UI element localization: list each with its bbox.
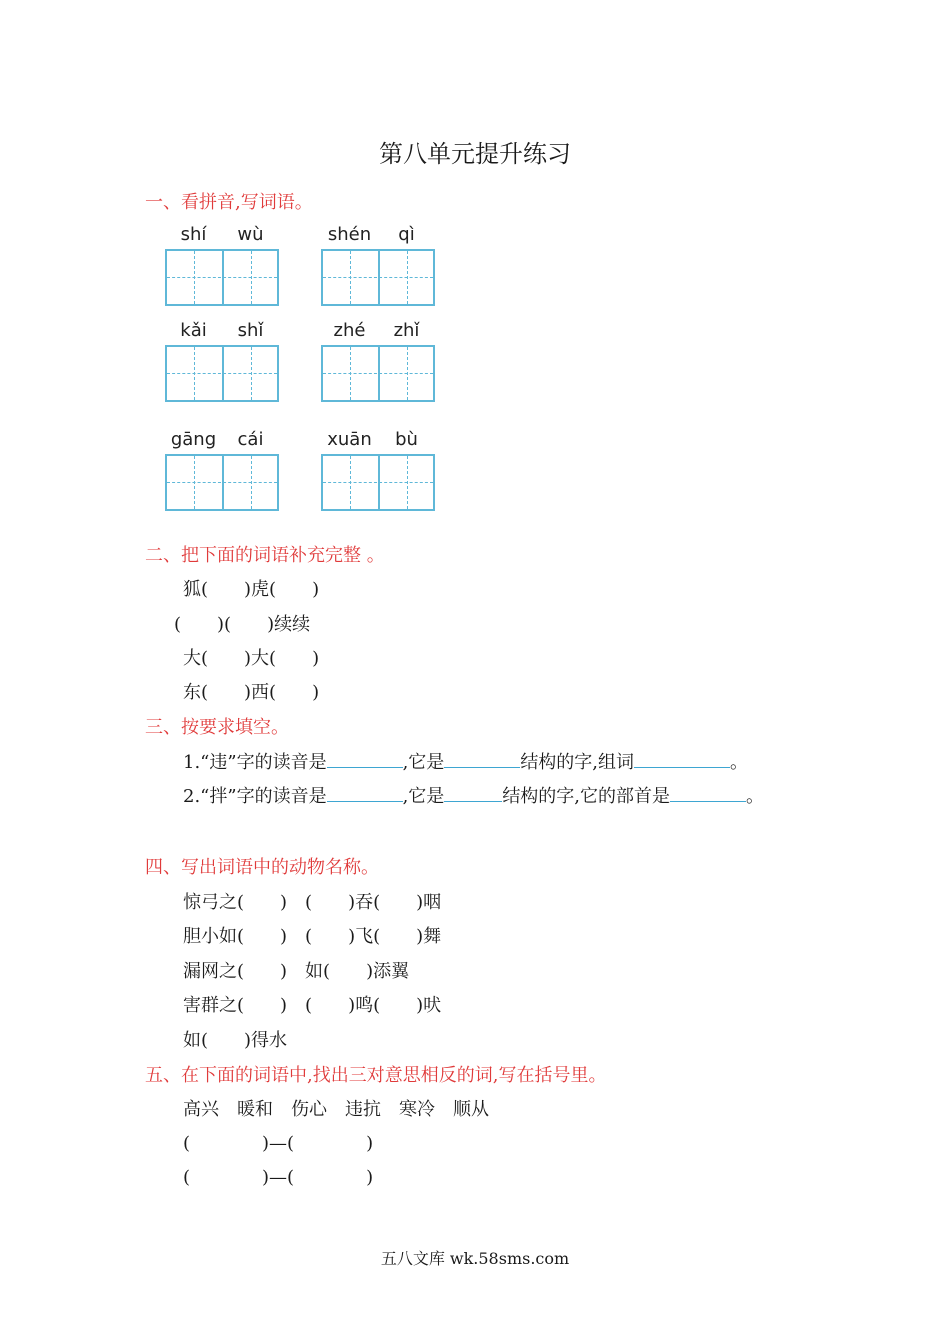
fill-item: 狐( )虎( ) <box>183 579 320 600</box>
pinyin-label: wù <box>237 224 264 245</box>
fill-item: 如( )得水 <box>183 1030 288 1051</box>
fill-item: 害群之( ) ( )鸣( )吠 <box>183 995 442 1016</box>
writing-grid[interactable] <box>321 454 435 511</box>
writing-grid[interactable] <box>165 249 279 306</box>
question-text: ,它是 <box>402 752 445 773</box>
pinyin-label: bù <box>395 429 418 450</box>
question-text: 。 <box>730 752 749 773</box>
question-2 <box>183 782 764 808</box>
fill-item: 漏网之( ) 如( )添翼 <box>183 961 410 982</box>
question-text: ,它是 <box>402 786 445 807</box>
answer-blank[interactable] <box>327 749 403 768</box>
question-text: 2.“拌”字的读音是 <box>183 786 327 807</box>
writing-grid[interactable] <box>321 249 435 306</box>
pinyin-label: cái <box>237 429 264 450</box>
antonym-pair-row: ( )—( ) <box>183 1133 374 1154</box>
section-4-heading: 四、写出词语中的动物名称。 <box>145 857 379 878</box>
pinyin-label: zhǐ <box>393 320 420 341</box>
answer-blank[interactable] <box>444 783 502 802</box>
fill-item: 胆小如( ) ( )飞( )舞 <box>183 926 442 947</box>
pinyin-label: shǐ <box>237 320 264 341</box>
question-text: 结构的字,它的部首是 <box>502 786 671 807</box>
section-2-heading: 二、把下面的词语补充完整 。 <box>145 545 385 566</box>
answer-blank[interactable] <box>444 749 520 768</box>
fill-item: 大( )大( ) <box>183 648 320 669</box>
writing-grid[interactable] <box>321 345 435 402</box>
writing-grid[interactable] <box>165 454 279 511</box>
question-text: 。 <box>746 786 765 807</box>
answer-blank[interactable] <box>670 783 746 802</box>
pinyin-label: zhé <box>333 320 366 341</box>
pinyin-label: qì <box>398 224 415 245</box>
writing-grid[interactable] <box>165 345 279 402</box>
footer-source: 五八文库 wk.58sms.com <box>380 1249 570 1268</box>
antonym-pair-row: ( )—( ) <box>183 1167 374 1188</box>
question-1 <box>183 748 748 774</box>
page-title: 第八单元提升练习 <box>379 140 571 168</box>
word-list: 高兴 暖和 伤心 违抗 寒冷 顺从 <box>183 1099 489 1120</box>
section-1-heading: 一、看拼音,写词语。 <box>145 192 313 213</box>
fill-item: 东( )西( ) <box>183 682 320 703</box>
question-text: 结构的字,组词 <box>520 752 635 773</box>
pinyin-label: shén <box>327 224 372 245</box>
pinyin-label: kǎi <box>180 320 207 341</box>
fill-item: ( )( )续续 <box>174 614 311 635</box>
pinyin-label: xuān <box>327 429 372 450</box>
section-3-heading: 三、按要求填空。 <box>145 717 289 738</box>
pinyin-label: shí <box>180 224 207 245</box>
question-text: 1.“违”字的读音是 <box>183 752 327 773</box>
fill-item: 惊弓之( ) ( )吞( )咽 <box>183 892 442 913</box>
section-5-heading: 五、在下面的词语中,找出三对意思相反的词,写在括号里。 <box>145 1065 607 1086</box>
pinyin-label: gāng <box>170 429 217 450</box>
answer-blank[interactable] <box>327 783 403 802</box>
answer-blank[interactable] <box>634 749 730 768</box>
